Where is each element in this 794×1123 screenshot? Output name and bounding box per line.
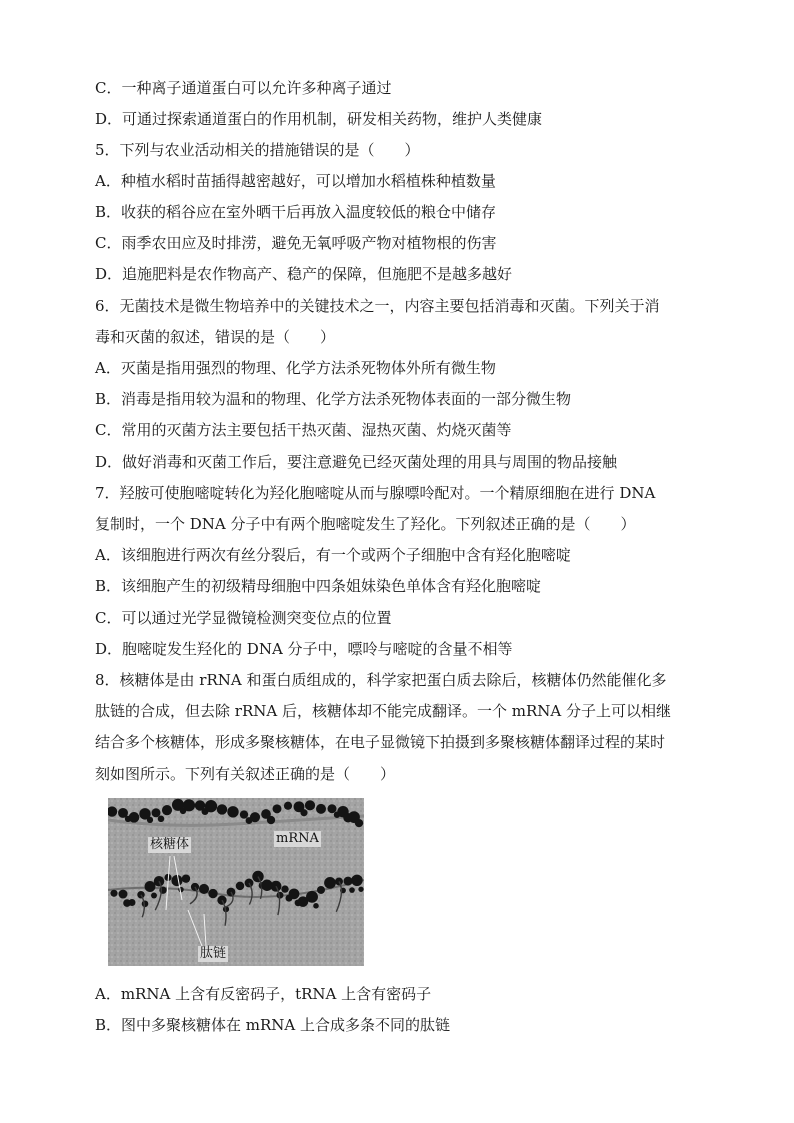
ribosome-particle (305, 800, 315, 810)
ribosome-particle (159, 887, 166, 894)
ribosome-particle (267, 816, 275, 824)
ribosome-particle (145, 881, 156, 892)
q7-option-b: B．该细胞产生的初级精母细胞中四条姐妹染色单体含有羟化胞嘧啶 (95, 577, 542, 595)
ribosome-particle (300, 809, 307, 816)
ribosome-particle (151, 893, 157, 899)
q4-option-d: D．可通过探索通道蛋白的作用机制，研发相关药物，维护人类健康 (95, 110, 543, 128)
ribosome-particle (281, 885, 288, 892)
ribosome-particle (227, 806, 238, 817)
q7-option-c: C．可以通过光学显微镜检测突变位点的位置 (95, 609, 392, 627)
q5-stem: 5．下列与农业活动相关的措施错误的是（ ） (95, 141, 420, 159)
q6-stem-line-1: 6．无菌技术是微生物培养中的关键技术之一，内容主要包括消毒和灭菌。下列关于消 (95, 297, 660, 315)
ribosome-particle (110, 890, 117, 897)
peptide-chain-label: 肽链 (200, 946, 227, 961)
ribosome-particle (208, 889, 217, 898)
ribosome-particle (335, 878, 343, 886)
ribosome-particle (171, 875, 182, 886)
ribosome-particle (349, 887, 355, 893)
ribosome-particle (273, 804, 282, 813)
ribosome-particle (151, 808, 160, 817)
q8-stem-line-1: 8．核糖体是由 rRNA 和蛋白质组成的，科学家把蛋白质去除后，核糖体仍然能催化多 (95, 671, 667, 689)
q8-stem-line-3: 结合多个核糖体，形成多聚核糖体，在电子显微镜下拍摄到多聚核糖体翻译过程的某时 (95, 733, 666, 751)
ribosome-particle (358, 887, 363, 892)
ribosome-particle (128, 899, 135, 906)
ribosome-particle (199, 884, 209, 894)
ribosome-particle (119, 890, 128, 899)
q5-option-b: B．收获的稻谷应在室外晒干后再放入温度较低的粮仓中储存 (95, 203, 497, 221)
q6-option-a: A．灭菌是指用强烈的物理、化学方法杀死物体外所有微生物 (95, 359, 496, 377)
q4-option-c: C．一种离子通道蛋白可以允许多种离子通过 (95, 79, 392, 97)
q8-stem-line-2: 肽链的合成，但去除 rRNA 后，核糖体却不能完成翻译。一个 mRNA 分子上可以相继 (95, 702, 671, 720)
ribosome-particle (217, 804, 227, 814)
ribosome-particle (324, 877, 336, 889)
q7-option-a: A．该细胞进行两次有丝分裂后，有一个或两个子细胞中含有羟化胞嘧啶 (95, 546, 571, 564)
q7-stem-line-2: 复制时，一个 DNA 分子中有两个胞嘧啶发生了羟化。下列叙述正确的是（ ） (95, 515, 636, 533)
q6-option-d: D．做好消毒和灭菌工作后，要注意避免已经灭菌处理的用具与周围的物品接触 (95, 453, 618, 471)
ribosome-particle (313, 903, 319, 909)
q7-option-d: D．胞嘧啶发生羟化的 DNA 分子中，嘌呤与嘧啶的含量不相等 (95, 640, 513, 658)
ribosome-particle (327, 804, 336, 813)
q6-option-c: C．常用的灭菌方法主要包括干热灭菌、湿热灭菌、灼烧灭菌等 (95, 421, 512, 439)
ribosome-particle (205, 800, 217, 812)
ribosome-particle (162, 805, 172, 815)
polyribosome-micrograph (108, 798, 364, 966)
ribosome-particle (178, 887, 184, 893)
ribosome-particle (250, 812, 260, 822)
ribosome-particle (129, 812, 140, 823)
ribosome-particle (317, 886, 325, 894)
q5-option-d: D．追施肥料是农作物高产、稳产的保障，但施肥不是越多越好 (95, 265, 513, 283)
q8-option-b: B．图中多聚核糖体在 mRNA 上合成多条不同的肽链 (95, 1016, 451, 1034)
ribosome-particle (182, 874, 190, 882)
q6-option-b: B．消毒是指用较为温和的物理、化学方法杀死物体表面的一部分微生物 (95, 390, 572, 408)
q7-stem-line-1: 7．羟胺可使胞嘧啶转化为羟化胞嘧啶从而与腺嘌呤配对。一个精原细胞在进行 DNA (95, 484, 656, 502)
ribosome-particle (289, 888, 300, 899)
ribosome-particle (344, 877, 353, 886)
ribosome-particle (183, 799, 195, 811)
ribosome-particle (158, 815, 165, 822)
q8-option-a: A．mRNA 上含有反密码子，tRNA 上含有密码子 (95, 985, 432, 1003)
ribosome-particle (191, 883, 199, 891)
ribosome-particle (236, 882, 245, 891)
ribosome-particle (284, 802, 292, 810)
q5-option-a: A．种植水稻时苗插得越密越好，可以增加水稻植株种植数量 (95, 172, 496, 190)
ribosome-particle (316, 804, 326, 814)
ribosome-particle (240, 810, 248, 818)
ribosome-label: 核糖体 (150, 837, 190, 852)
ribosome-particle (147, 817, 153, 823)
micrograph-image (108, 798, 364, 966)
ribosome-particle (306, 891, 318, 903)
q5-option-c: C．雨季农田应及时排涝，避免无氧呼吸产物对植物根的伤害 (95, 234, 497, 252)
mrna-label: mRNA (276, 831, 319, 846)
q6-stem-line-2: 毒和灭菌的叙述，错误的是（ ） (95, 328, 336, 346)
q8-stem-line-4: 刻如图所示。下列有关叙述正确的是（ ） (95, 765, 396, 783)
ribosome-particle (217, 896, 226, 905)
ribosome-particle (355, 819, 363, 827)
ribosome-particle (351, 875, 362, 886)
ribosome-particle (154, 876, 165, 887)
